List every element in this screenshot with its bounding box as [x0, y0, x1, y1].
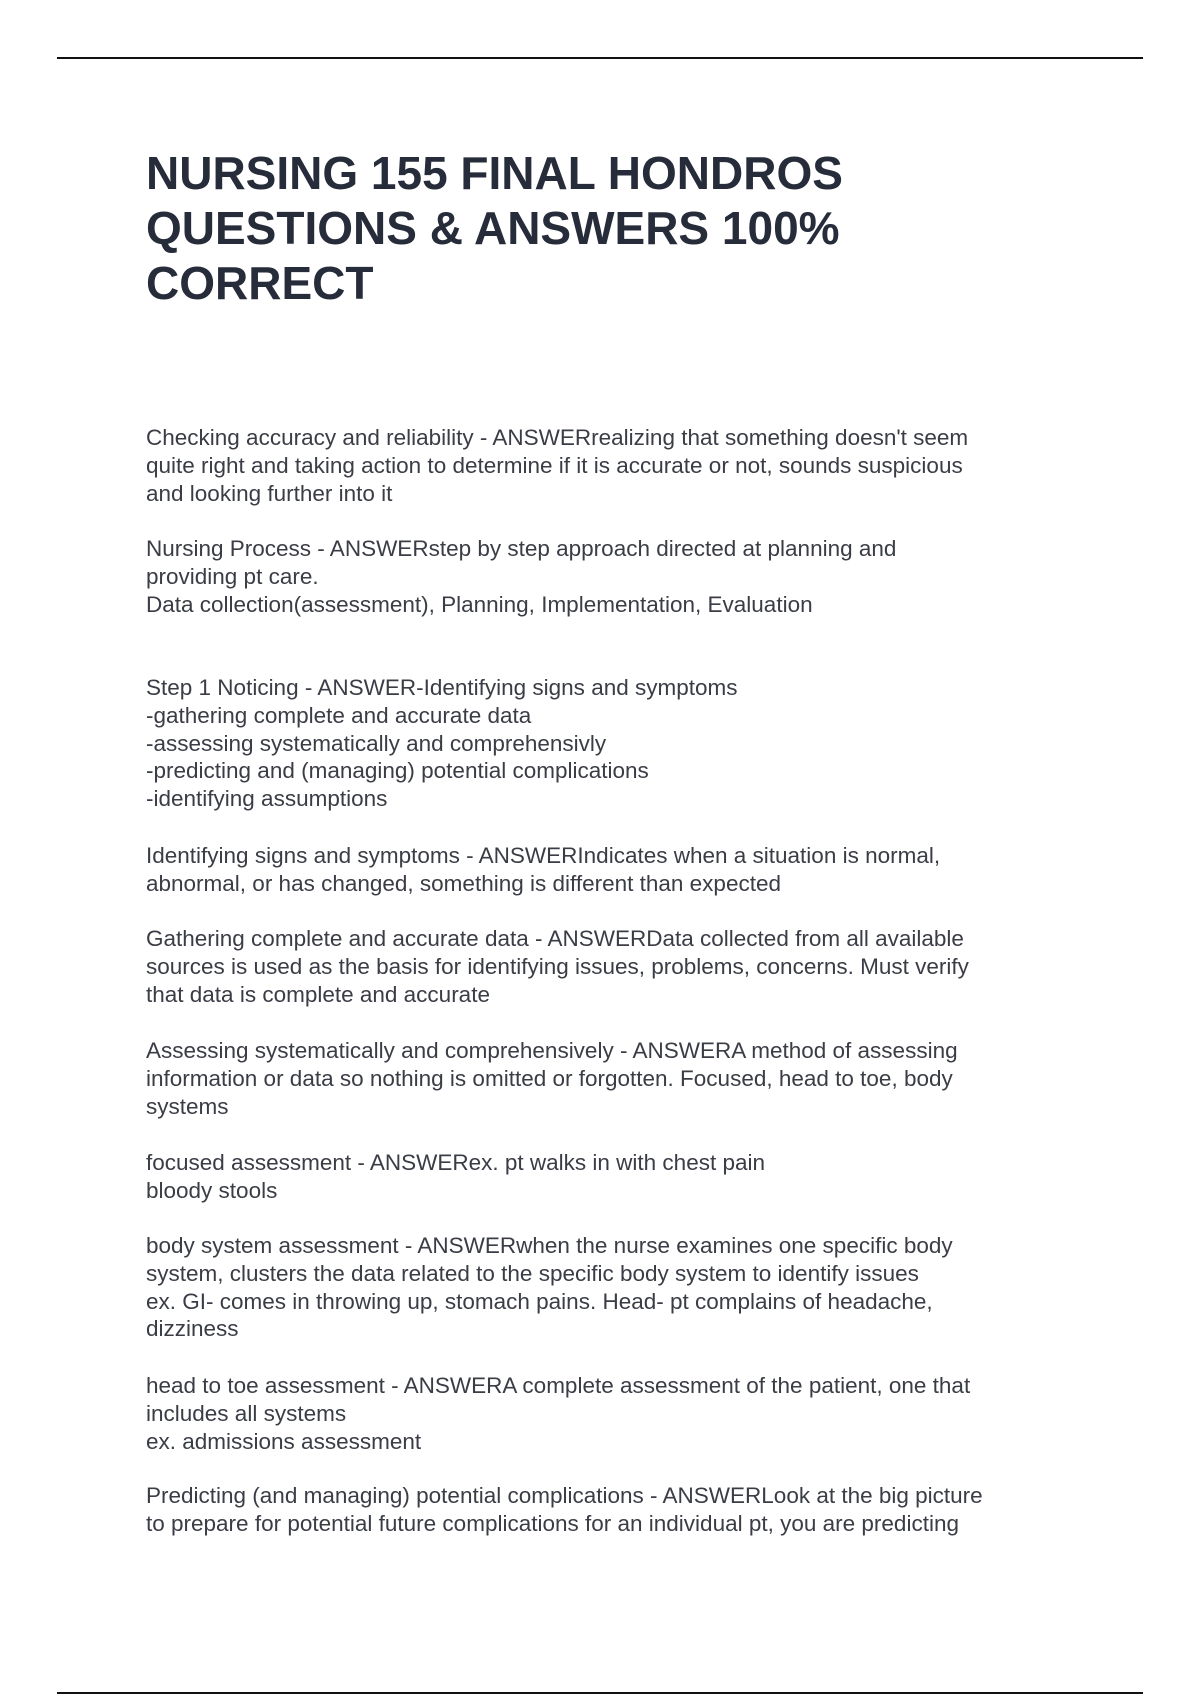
entry-line: -identifying assumptions: [146, 786, 388, 812]
entry-line: -predicting and (managing) potential complications: [146, 758, 649, 784]
entry-line: information or data so nothing is omitted or forgotten. Focused, head to toe, body: [146, 1065, 953, 1091]
entry-line: system, clusters the data related to the specific body system to identify issues: [146, 1260, 919, 1286]
entry-line: Nursing Process - ANSWERstep by step approach directed at planning and: [146, 536, 897, 561]
entry-line: quite right and taking action to determine if it is accurate or not, sounds suspicious: [146, 452, 963, 478]
entry-line: Identifying signs and symptoms - ANSWERIndicates when a situation is normal,: [146, 843, 941, 868]
entry-line: -gathering complete and accurate data: [146, 702, 532, 728]
qa-entry: [146, 674, 738, 813]
entry-line: and looking further into it: [146, 480, 393, 506]
entry-line: Step 1 Noticing - ANSWER-Identifying signs and symptoms: [146, 675, 738, 700]
title-line: NURSING 155 FINAL HONDROS: [146, 147, 843, 199]
entry-line: Gathering complete and accurate data - ANSWERData collected from all available: [146, 926, 964, 951]
top-rule: [57, 57, 1143, 59]
qa-entry: [146, 1372, 970, 1455]
title-line: CORRECT: [146, 257, 374, 309]
entry-line: Data collection(assessment), Planning, Implementation, Evaluation: [146, 591, 813, 617]
entry-line: -assessing systematically and comprehensivly: [146, 730, 607, 756]
qa-entry: [146, 842, 940, 898]
entry-line: Assessing systematically and comprehensively - ANSWERA method of assessing: [146, 1038, 958, 1063]
qa-entry: [146, 424, 968, 507]
entry-line: dizziness: [146, 1316, 239, 1342]
title-line: QUESTIONS & ANSWERS 100%: [146, 202, 840, 254]
entry-line: systems: [146, 1093, 229, 1119]
entry-line: Checking accuracy and reliability - ANSWERrealizing that something doesn't seem: [146, 425, 969, 450]
qa-entry: [146, 535, 896, 618]
entry-line: that data is complete and accurate: [146, 981, 490, 1007]
entry-line: to prepare for potential future complications for an individual pt, you are predicting: [146, 1510, 959, 1536]
entry-line: abnormal, or has changed, something is different than expected: [146, 870, 781, 896]
qa-entry: [146, 1482, 983, 1538]
entry-line: Predicting (and managing) potential complications - ANSWERLook at the big picture: [146, 1483, 983, 1508]
entry-line: providing pt care.: [146, 563, 319, 589]
qa-entry: [146, 1037, 958, 1120]
entry-line: includes all systems: [146, 1400, 347, 1426]
qa-entry: [146, 1149, 765, 1205]
entry-line: sources is used as the basis for identifying issues, problems, concerns. Must verify: [146, 953, 969, 979]
entry-line: focused assessment - ANSWERex. pt walks in with chest pain: [146, 1150, 766, 1175]
qa-entry: [146, 1232, 953, 1343]
bottom-rule: [57, 1692, 1143, 1694]
entry-line: ex. GI- comes in throwing up, stomach pains. Head- pt complains of headache,: [146, 1288, 933, 1314]
entry-line: body system assessment - ANSWERwhen the nurse examines one specific body: [146, 1233, 953, 1258]
entry-line: ex. admissions assessment: [146, 1428, 422, 1454]
entry-line: head to toe assessment - ANSWERA complete assessment of the patient, one that: [146, 1373, 971, 1398]
page-title: [146, 146, 1046, 311]
qa-entry: [146, 925, 969, 1008]
entry-line: bloody stools: [146, 1177, 278, 1203]
